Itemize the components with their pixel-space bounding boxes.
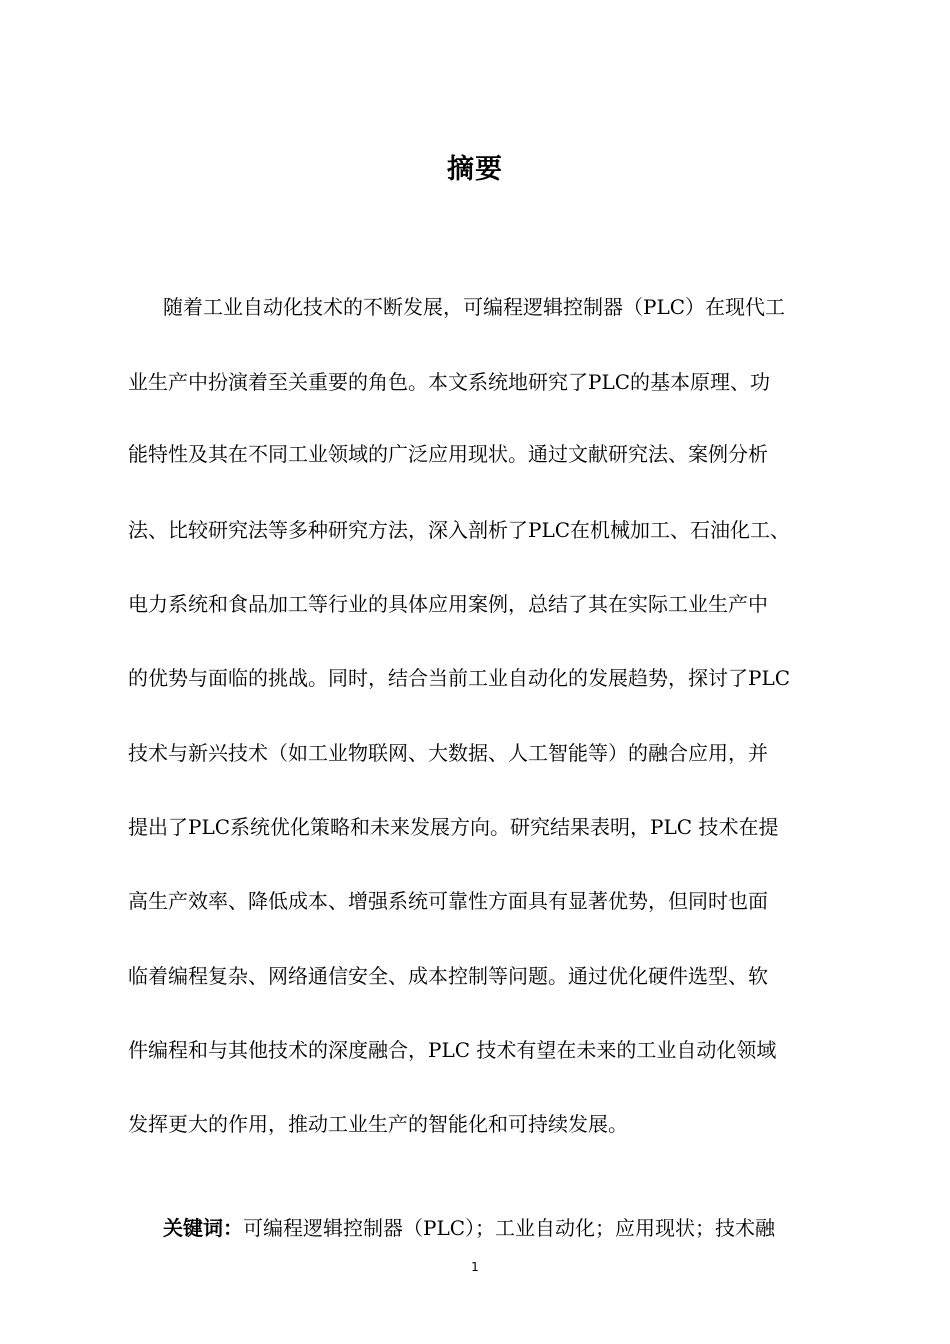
abstract-line: 临着编程复杂、网络通信安全、成本控制等问题。通过优化硬件选型、软 (128, 964, 768, 988)
abstract-line: 高生产效率、降低成本、增强系统可靠性方面具有显著优势，但同时也面 (128, 889, 768, 913)
abstract-line: 业生产中扮演着至关重要的角色。本文系统地研究了PLC的基本原理、功 (128, 370, 771, 394)
abstract-line: 能特性及其在不同工业领域的广泛应用现状。通过文献研究法、案例分析 (128, 442, 768, 466)
keywords (163, 1208, 868, 1248)
abstract-line: 随着工业自动化技术的不断发展，可编程逻辑控制器（PLC）在现代工 (163, 295, 786, 319)
abstract-line: 件编程和与其他技术的深度融合，PLC 技术有望在未来的工业自动化领域 (128, 1038, 777, 1062)
keywords-label: 关键词： (163, 1216, 243, 1240)
page-number: 1 (471, 1260, 479, 1274)
abstract-line: 电力系统和食品加工等行业的具体应用案例，总结了其在实际工业生产中 (128, 592, 768, 616)
abstract-line: 提出了PLC系统优化策略和未来发展方向。研究结果表明，PLC 技术在提 (128, 815, 779, 839)
abstract-line: 技术与新兴技术（如工业物联网、大数据、人工智能等）的融合应用，并 (128, 741, 768, 765)
abstract-title: 摘要 (447, 154, 503, 185)
keywords-text: 可编程逻辑控制器（PLC）；工业自动化；应用现状；技术融 (243, 1216, 776, 1240)
abstract-line: 的优势与面临的挑战。同时，结合当前工业自动化的发展趋势，探讨了PLC (128, 666, 791, 690)
abstract-line: 法、比较研究法等多种研究方法，深入剖析了PLC在机械加工、石油化工、 (128, 518, 791, 542)
abstract-line: 发挥更大的作用，推动工业生产的智能化和可持续发展。 (128, 1112, 628, 1136)
